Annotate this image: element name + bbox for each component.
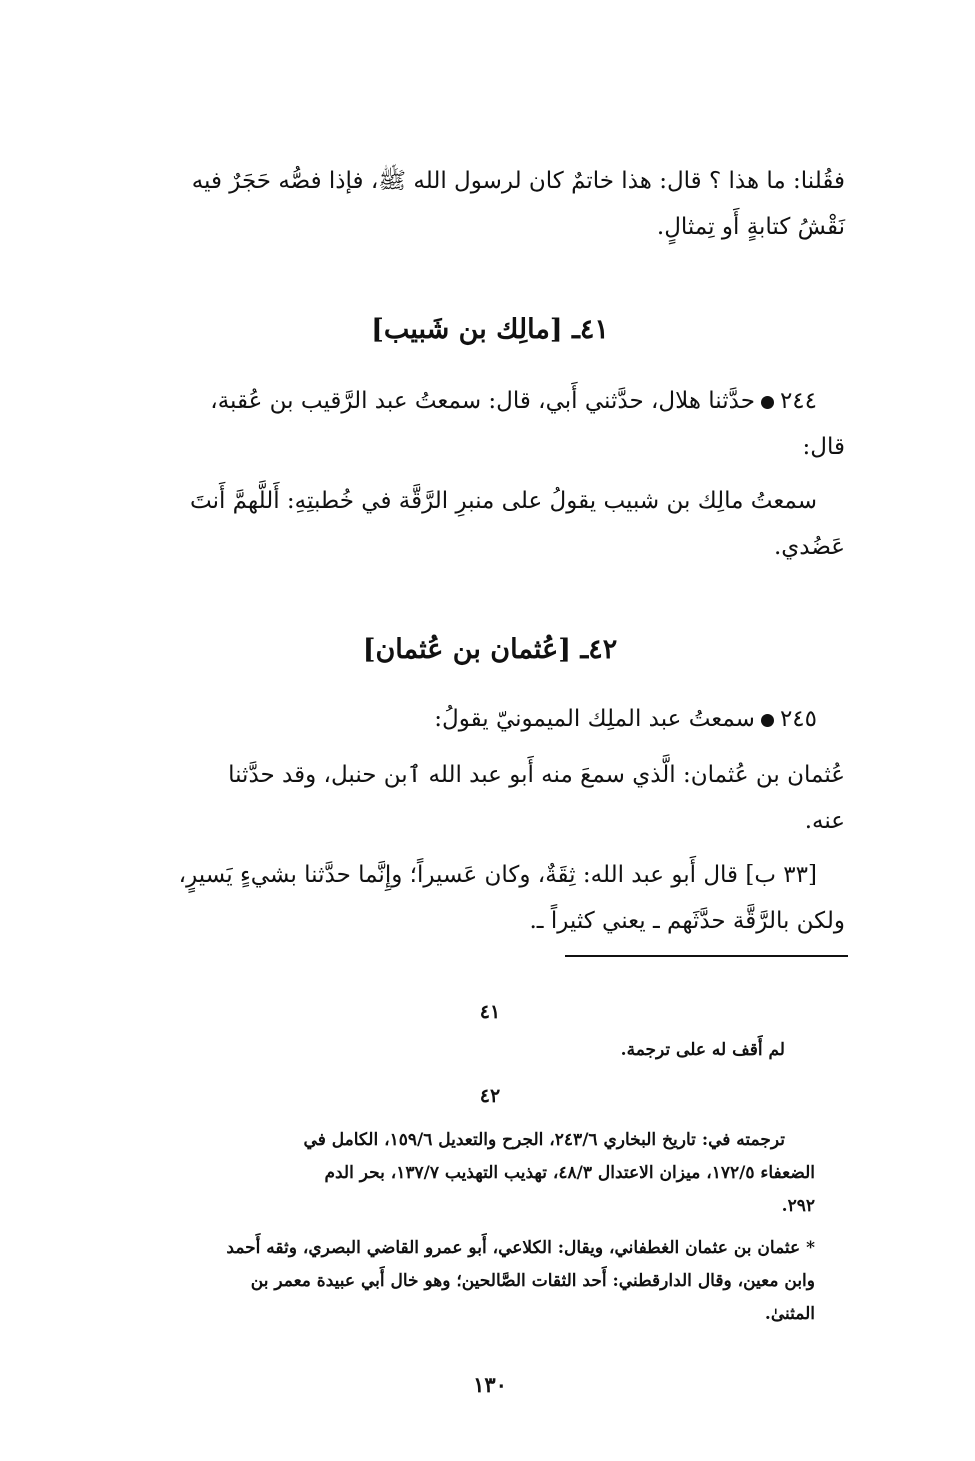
entry-244 (135, 378, 845, 470)
bullet-icon (761, 714, 774, 727)
footnote-42-line-2: الضعفاء ١٧٢/٥، ميزان الاعتدال ٤٨/٣، تهذيب التهذيب ١٣٧/٧، بحر الدم (324, 1163, 815, 1183)
entry-245-text: سمعتُ عبد الملِك الميمونيّ يقولُ: (434, 706, 755, 732)
entry-245 (135, 696, 845, 742)
entry-245-number: ٢٤٥ (779, 706, 817, 732)
entry-244-line-2: قال: (802, 434, 845, 460)
entry-245-line-1 (135, 696, 845, 742)
entry-245-body (135, 752, 845, 844)
entry-244-body (135, 478, 845, 570)
footnote-42-line-3: ٢٩٢. (781, 1196, 815, 1216)
footnote-42-label: ٤٢ (479, 1085, 501, 1107)
footnote-42-line-1: ترجمته في: تاريخ البخاري ٢٤٣/٦، الجرح والتعديل ١٥٩/٦، الكامل في (303, 1130, 785, 1150)
footnote-42-bio (135, 1232, 815, 1331)
entry-244-line-1 (135, 378, 845, 424)
entry-244-body-line-1: سمعتُ مالِك بن شبيب يقولُ على منبرِ الرَّقَّة في خُطبتِهِ: أَللَّهمَّ أَنتَ (190, 488, 817, 514)
bullet-icon (761, 396, 774, 409)
entry-245-body-line-2: عنه. (804, 808, 845, 834)
footnote-41-line: لم أَقف له على ترجمة. (620, 1040, 785, 1060)
entry-245-body2-line-2: ولكن بالرَّقَّة حدَّثَهم ـ يعني كثيراً ـ. (529, 908, 845, 934)
footnote-41-text (135, 1034, 815, 1067)
entry-245-body-2 (135, 852, 845, 944)
entry-244-text: حدَّثنا هلال، حدَّثني أَبي، قال: سمعتُ عبد الرَّقيب بن عُقبة، (210, 388, 755, 414)
footnote-42-bio-line-3: المثنىٰ. (764, 1304, 815, 1324)
footnote-41-label: ٤١ (479, 1001, 501, 1023)
entry-245-body-line-1: عُثمان بن عُثمان: الَّذي سمعَ منه أَبو عبد الله ٱبن حنبل، وقد حدَّثنا (228, 762, 845, 788)
page-number: ١٣٠ (473, 1372, 507, 1397)
footnote-42-refs (135, 1124, 815, 1223)
footnote-42-bio-line-1: * عثمان بن عثمان الغطفاني، ويقال: الكلاعي، أَبو عمرو القاضي البصري، وثقه أَحمد (226, 1238, 815, 1258)
entry-244-number: ٢٤٤ (779, 388, 817, 414)
intro-line-2: نَقْشُ كتابةٍ أَو تِمثالٍ. (656, 214, 845, 240)
entry-245-body2-line-1: [٣٣ ب] قال أَبو عبد الله: ثِقَةٌ، وكان عَسيراً؛ وإِنَّما حدَّثنا بشيءٍ يَسيرٍ، (178, 862, 817, 888)
intro-line-1: فقُلنا: ما هذا ؟ قال: هذا خاتمٌ كان لرسول الله ﷺ، فإذا فصُّه حَجَرٌ فيه (191, 168, 845, 194)
entry-244-body-line-2: عَضُدي. (773, 534, 845, 560)
section-41-heading: ٤١ـ [مالِك بن شَبيب] (371, 314, 609, 345)
section-42-heading: ٤٢ـ [عُثمان بن عُثمان] (362, 634, 618, 665)
intro-paragraph (135, 158, 845, 250)
footnote-42-bio-line-2: وابن معين، وقال الدارقطني: أَحد الثقات الصَّالحين؛ وهو خال أَبي عبيدة معمر بن (250, 1271, 815, 1291)
footnote-separator (565, 955, 848, 957)
